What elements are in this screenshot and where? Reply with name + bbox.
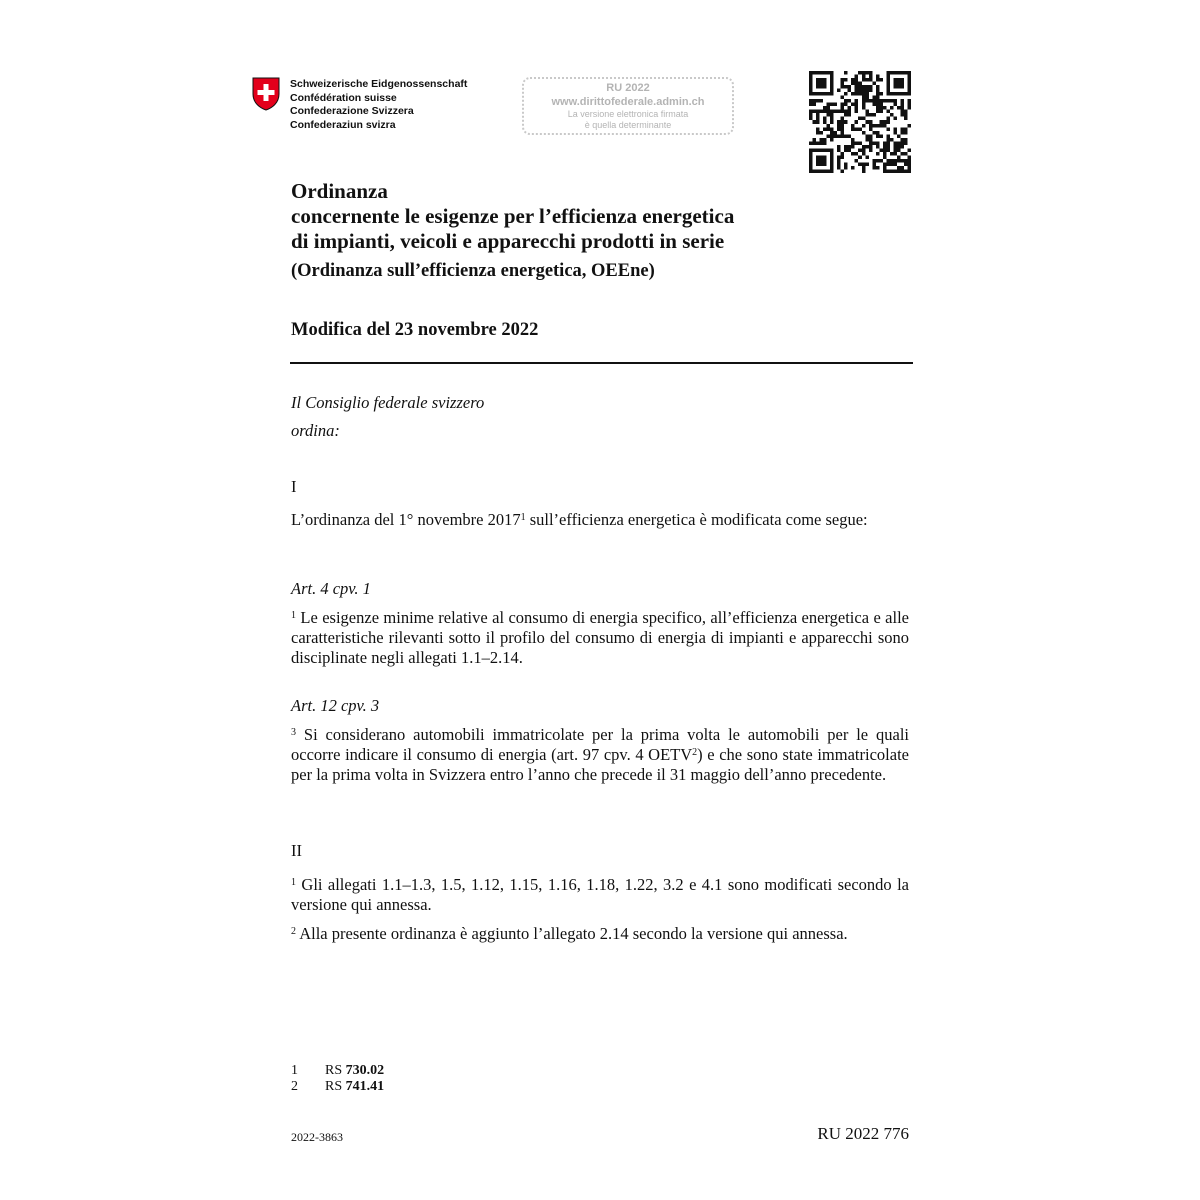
footnote-1: [291, 1063, 384, 1078]
confederation-name-rm: Confederaziun svizra: [290, 118, 396, 131]
footnote-number: 1: [291, 1063, 298, 1078]
footnote-prefix: RS: [325, 1063, 346, 1078]
footnote-reference: 730.02: [345, 1063, 385, 1078]
art4-heading: Art. 4 cpv. 1: [291, 579, 371, 598]
title-line-3: di impianti, veicoli e apparecchi prodotti in serie: [291, 229, 725, 253]
footnote-number: 2: [291, 1079, 298, 1094]
footnote-ref-1: 1: [520, 512, 526, 523]
paragraph-number: 2: [291, 926, 296, 937]
confederation-name-it: Confederazione Svizzera: [290, 105, 414, 117]
footnote-2: [291, 1079, 384, 1094]
electronic-version-stamp: [522, 77, 734, 135]
amendment-date: Modifica del 23 novembre 2022: [291, 320, 539, 340]
stamp-website: www.dirittofederale.admin.ch: [551, 96, 705, 108]
confederation-name-fr: Confédération suisse: [290, 91, 397, 104]
art4-paragraph: [291, 608, 909, 668]
section-2-paragraph-2: [291, 924, 909, 944]
qr-code-icon: [809, 71, 911, 173]
stamp-note-2: è quella determinante: [584, 120, 672, 130]
swiss-cross-icon: [251, 77, 281, 111]
document-number: 2022-3863: [291, 1130, 343, 1144]
art12-text-1: Si considerano automobili immatricolate per la prima volta le automobili per le quali occorre indicare il consumo di energia (art. 97 cpv. 4 OETV: [291, 725, 909, 764]
stamp-note-1: La versione elettronica firmata: [567, 109, 689, 119]
page-reference: RU 2022 776: [817, 1124, 909, 1143]
paragraph-number: 1: [291, 610, 296, 621]
section-2-paragraph-1: [291, 875, 909, 915]
paragraph-number: 1: [291, 877, 296, 888]
art12-paragraph: [291, 725, 909, 785]
preamble-authority: Il Consiglio federale svizzero: [291, 393, 485, 412]
short-title: (Ordinanza sull’efficienza energetica, OEEne): [291, 261, 655, 281]
title-line-1: Ordinanza: [291, 179, 388, 203]
title-divider: [290, 362, 913, 364]
section-numeral-1: I: [291, 477, 297, 496]
paragraph-number: 3: [291, 727, 296, 738]
intro-text-1: L’ordinanza del 1° novembre 2017: [291, 510, 521, 529]
section-2-text-1: Gli allegati 1.1–1.3, 1.5, 1.12, 1.15, 1.16, 1.18, 1.22, 3.2 e 4.1 sono modificati secondo la versione qui annessa.: [291, 875, 909, 914]
confederation-names: [290, 78, 467, 132]
section-numeral-2: II: [291, 841, 302, 860]
stamp-collection: RU 2022: [606, 82, 650, 94]
preamble-ordains: ordina:: [291, 421, 340, 440]
art12-text-2: ) e che sono state immatricolate per la prima volta in Svizzera entro l’anno che precede il 31 maggio dell’anno precedente.: [291, 745, 909, 784]
section-2-text-2: Alla presente ordinanza è aggiunto l’allegato 2.14 secondo la versione qui annessa.: [296, 924, 848, 943]
footnote-ref-2: 2: [692, 747, 698, 758]
footnote-reference: 741.41: [345, 1079, 385, 1094]
intro-text-2: sull’efficienza energetica è modificata come segue:: [525, 510, 868, 529]
title-line-2: concernente le esigenze per l’efficienza energetica: [291, 204, 735, 228]
footnote-prefix: RS: [325, 1079, 346, 1094]
document-title: [291, 179, 734, 254]
section-1-intro: [291, 510, 909, 530]
confederation-name-de: Schweizerische Eidgenossenschaft: [290, 78, 468, 90]
art12-heading: Art. 12 cpv. 3: [291, 696, 380, 715]
art4-text: Le esigenze minime relative al consumo di energia specifico, all’efficienza energetica e alle caratteristiche rilevanti sotto il profilo del consumo di energia di impianti e apparecchi sono disciplinate negli allegati 1.1–2.14.: [291, 608, 909, 667]
